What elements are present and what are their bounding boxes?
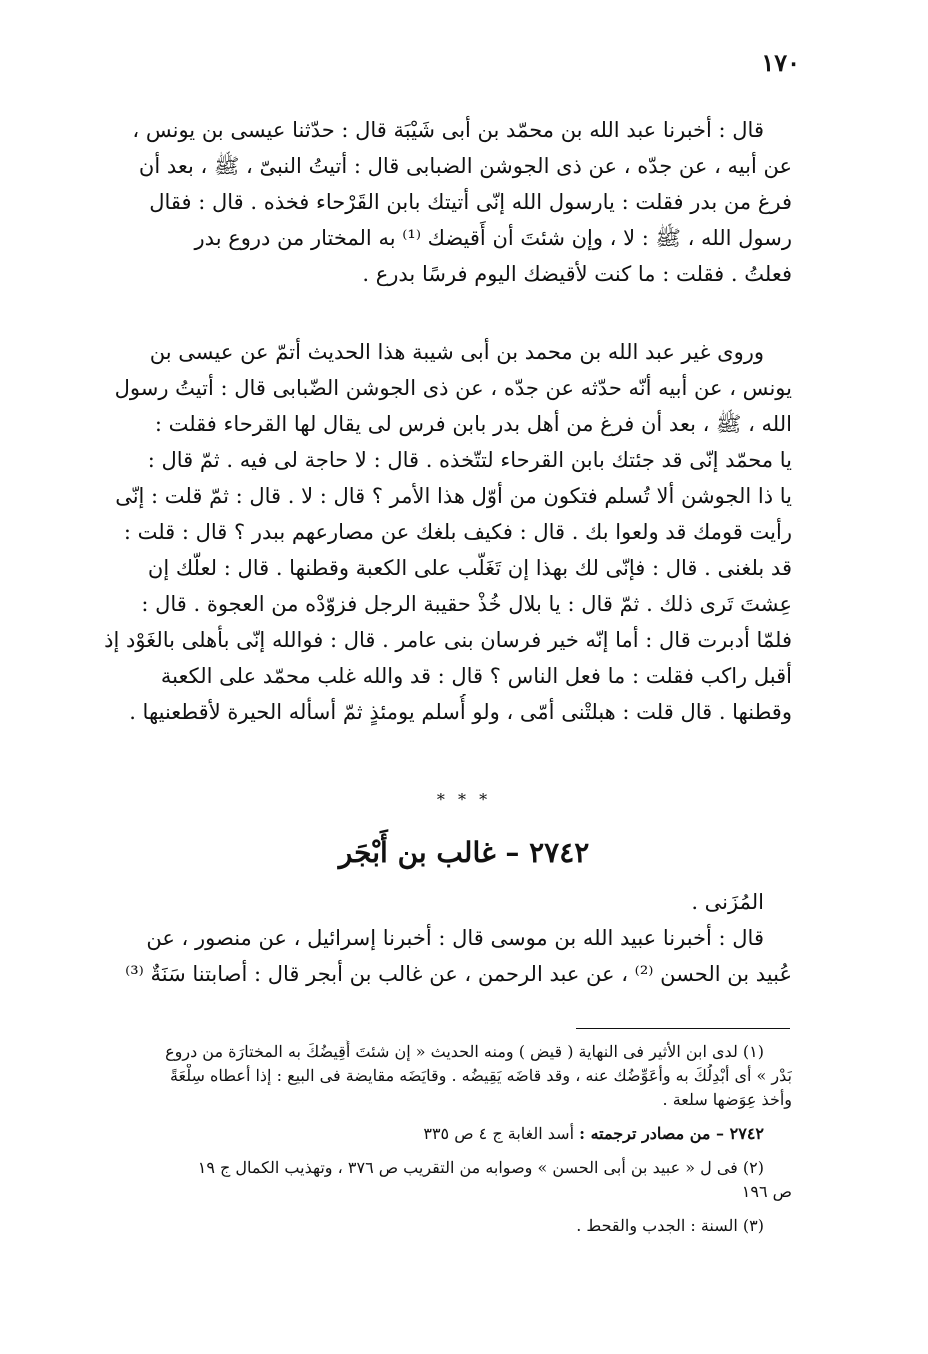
- footnotes: [88, 1040, 792, 1238]
- footnote-spacer: [88, 1112, 792, 1122]
- text-line: يونس ، عن أبيه أنّه حدّثه عن جدّه ، عن ذى الجوشن الضّبابى قال : أتيتُ رسول: [114, 376, 792, 400]
- footnote-line: وأخذ عِوَضها سلعة .: [662, 1090, 792, 1109]
- footnote-divider: [576, 1028, 790, 1029]
- entry-heading: ٢٧٤٢ – غالب بن أَبْجَر: [338, 836, 590, 869]
- page-number: ١٧٠: [761, 48, 800, 77]
- text-line: قال : أخبرنا عبد الله بن محمّد بن أبى شَيْبَة قال : حدّثنا عيسى بن يونس ،: [132, 118, 764, 142]
- text-line: يا محمّد إنّى قد جئتك بابن القرحاء لتتّخذه . قال : لا حاجة لى فيه . ثمّ قال :: [147, 448, 792, 472]
- footnote-sources-label: ٢٧٤٢ – من مصادر ترجمته :: [579, 1124, 764, 1143]
- footnote-line: (١) لدى ابن الأثير فى النهاية ( قيض ) ومنه الحديث « إن شئتَ أَقِيضُكَ به المختارَة من دروع: [165, 1042, 764, 1061]
- paragraph-1: [88, 112, 792, 292]
- text-line: فعلتُ . فقلت : ما كنت لأقيضك اليوم فرسًا بدرع .: [362, 262, 792, 286]
- text-line: قال : أخبرنا عبيد الله بن موسى قال : أخبرنا إسرائيل ، عن منصور ، عن: [146, 926, 764, 950]
- text-line: الله ، ﷺ ، بعد أن فرغ من أهل بدر بابن فرس لى يقال لها القرحاء فقلت :: [154, 412, 792, 436]
- text-line: فرغ من بدر فقلت : يارسول الله إنّى أتيتك بابن القَرْحاء فخذه . قال : فقال: [149, 190, 792, 214]
- footnote-line: (٣) السنة : الجدب والقحط .: [576, 1216, 764, 1235]
- text-line: عن أبيه ، عن جدّه ، عن ذى الجوشن الضبابى قال : أتيتُ النبىّ ، ﷺ ، بعد أن: [138, 154, 792, 178]
- paragraph-3: [88, 884, 792, 992]
- text-line: رأيت قومك قد ولعوا بك . قال : فكيف بلغك عن مصارعهم ببدر ؟ قال : قلت :: [123, 520, 792, 544]
- text-line: وقطنها . قال قلت : هبلتْنى أمّى ، ولو أُسلم يومئذٍ ثمّ أسأله الحيرة لأقطعنيها .: [129, 700, 792, 724]
- footnote-line: ص ١٩٦: [741, 1182, 792, 1201]
- footnote-spacer: [88, 1204, 792, 1214]
- text-line: المُزَنى .: [691, 890, 764, 914]
- text-line: فلمّا أدبرت قال : أما إنّه خير فرسان بنى عامر . قال : فوالله إنّى بأهلى بالغَوْد إذ: [104, 628, 792, 652]
- section-separator: * * *: [436, 790, 492, 809]
- text-line: قد بلغنى . قال : فإنّى لك بهذا إن تَغَلّب على الكعبة وقطنها . قال : لعلّك إن: [147, 556, 792, 580]
- text-line: أقبل راكب فقلت : ما فعل الناس ؟ قال : قد والله غلب محمّد على الكعبة: [160, 664, 792, 688]
- text-line: يا ذا الجوشن ألا تُسلم فتكون من أوّل هذا الأمر ؟ قال : لا . قال : ثمّ قلت : إنّى: [115, 484, 792, 508]
- text-line: وروى غير عبد الله بن محمد بن أبى شيبة هذا الحديث أتمّ عن عيسى بن: [149, 340, 764, 364]
- text-line: عِشتَ تَرى ذلك . ثمّ قال : يا بلال خُذْ حقيبة الرجل فزوّدْه من العجوة . قال :: [141, 592, 792, 616]
- footnote-sources-text: أسد الغابة ج ٤ ص ٣٣٥: [423, 1124, 580, 1143]
- footnote-sources: [88, 1122, 792, 1146]
- footnote-line: بَدْر » أى أبْدِلُكَ به وأعَوِّضُك عنه ، وقد قاضَه يَقِيضُه . وقايَضَه مقايضة فى البيع : إذا أعطاه سِلْعَةً: [169, 1066, 792, 1085]
- paragraph-2: [88, 334, 792, 730]
- text-line: رسول الله ، ﷺ : لا ، وإن شئتَ أن أَقيضك ⁽¹⁾ به المختار من دروع بدر: [194, 226, 792, 250]
- text-line: عُبيد بن الحسن ⁽²⁾ ، عن عبد الرحمن ، عن غالب بن أبجر قال : أصابتنا سَنَةٌ ⁽³⁾: [125, 962, 792, 986]
- footnote-line: (٢) فى ل « عبيد بن أبى الحسن » وصوابه من التقريب ص ٣٧٦ ، وتهذيب الكمال ج ١٩: [197, 1158, 764, 1177]
- footnote-spacer: [88, 1146, 792, 1156]
